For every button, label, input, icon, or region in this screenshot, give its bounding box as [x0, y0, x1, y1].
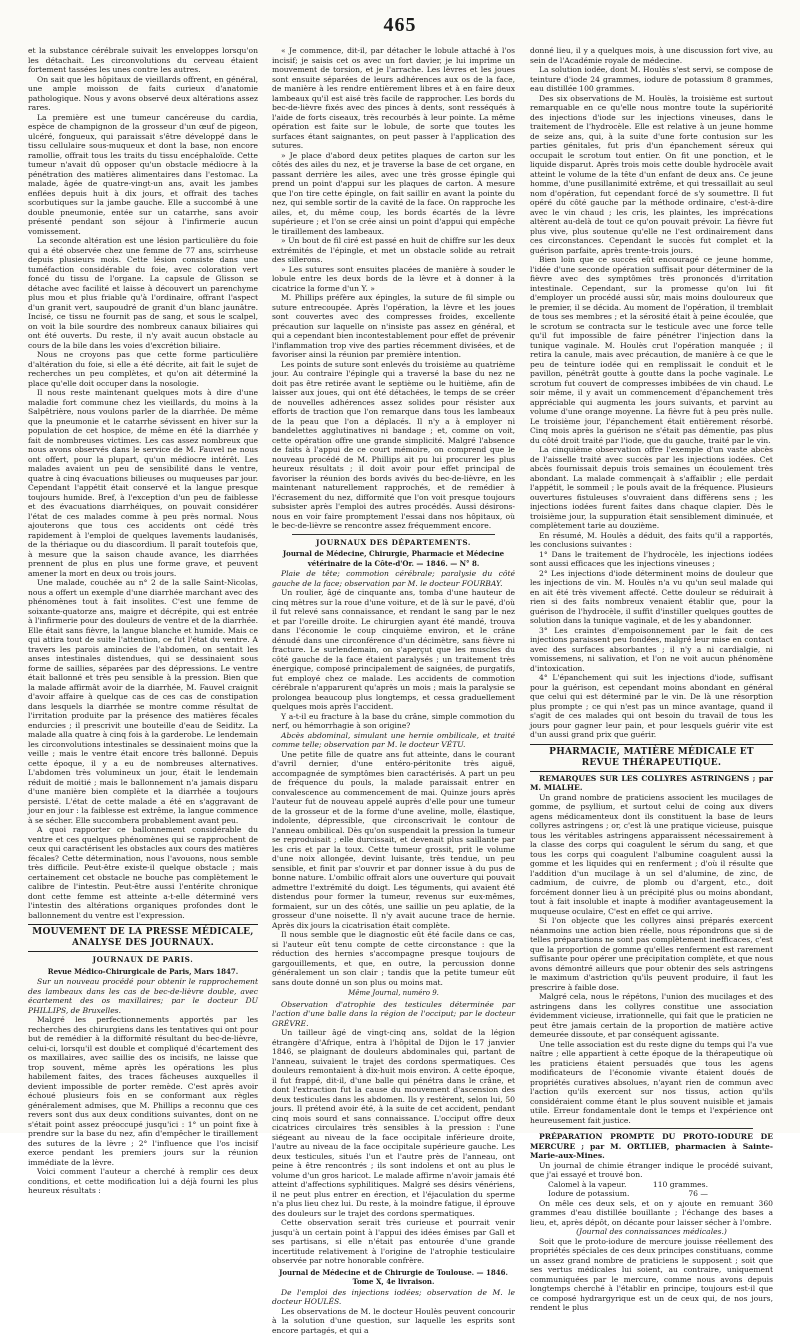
paragraph: 4° L'épanchement qui suit les injections d'iode, suffisant pour la guérison, est cependant moins abondant en général que celui qui est déterminé par le vin. De là une résorption plus prompte ; ce qui n'est pas un mince avantage, quand il s'agit de ces malades qui ont besoin du travail de tous les jours pour gagner leur pain, et pour lesquels guérir vite est d'un aussi grand prix que guérir.: [530, 673, 773, 740]
paragraph: Un roulier, âgé de cinquante ans, tomba d'une hauteur de cinq mètres sur la roue d'une voiture, et de là sur le pavé, d'où il fut relevé sans connaissance, et rendant le sang par le nez et par l'oreille droite. Le chirurgien ayant été mandé, trouva dans l'économie le coup cinquième environ, et le crâne dénudé dans une circonférence d'un décimètre, sans fièvre ni fracture. Le surlendemain, on s'aperçut que les muscles du côté gauche de la face étaient paralysés ; un traitement très énergique, composé principalement de saignées, de purgatifs, fut employé chez ce malade. Les accidents de commotion cérébrale n'apparurent qu'après un mois ; mais la paralysie se prolongea beaucoup plus longtemps, et cessa graduellement quelques mois après l'accident.: [272, 588, 515, 712]
paragraph: Si l'on objecte que les collyres ainsi préparés exercent néanmoins une action bien réelle, nous répondrons que si de telles préparations ne sont pas complètement inefficaces, c'est que la proportion de gomme qu'elles renferment est rarement suffisante pour opérer une précipitation complète, et que nous avons démontré ailleurs que pour obtenir des sels astringens le maximum d'astriction qu'ils peuvent produire, il faut les prescrire à faible dose.: [530, 916, 773, 992]
paragraph: Nous ne croyons pas que cette forme particulière d'altération du foie, si elle a été décrite, ait fait le sujet de recherches un peu complètes, et qu'on ait déterminé la place qu'elle doit occuper dans la nosologie.: [28, 350, 258, 388]
formula-row: Calomel à la vapeur. 110 grammes.: [548, 1180, 708, 1190]
paragraph: Un journal de chimie étranger indique le procédé suivant, que j'ai essayé et trouvé bon.: [530, 1161, 773, 1180]
page-number: 465: [0, 14, 800, 37]
paragraph: La seconde altération est une lésion particulière du foie qui a été observée chez une femme de 77 ans, scirrheuse depuis plusieurs mois. Cette lésion consiste dans une tuméfaction considérable du foie, avec coloration vert foncé du tissu de l'organe. La capsule de Glisson se détache avec facilité et laisse à découvert un parenchyme plus mou et plus friable qu'à l'ordinaire, offrant l'aspect d'un granit vert, saupoudré de granit d'un blanc jaunâtre. Incisé, ce tissu ne fournit pas de sang, et sous le scalpel, on voit la bile sourdre des nombreux canaux biliaires qui ont été ouverts. Du reste, il n'y avait aucun obstacle au cours de la bile dans les voies d'excrétion biliaire.: [28, 236, 258, 350]
paragraph: On mêle ces deux sels, et on y ajoute en remuant 360 grammes d'eau distillée bouillante ; l'échange des bases a lieu, et, après dépôt, on décante pour laisser sécher à l'ombre.: [530, 1199, 773, 1228]
article-title: Plaie de tête; commotion cérébrale; paralysie du côté gauche de la face; observation par M. le docteur FOURBAY.: [272, 569, 515, 588]
divider: [550, 1128, 753, 1129]
paragraph: Il nous reste maintenant quelques mots à dire d'une maladie fort commune chez les vieillards, du moins à la Salpêtrière, nous voulons parler de la diarrhée. De même que la pneumonie et le catarrhe sévissent en hiver sur la population de cet hospice, de même en été la diarrhée y fait de nombreuses victimes. Les cas assez nombreux que nous avons observés dans le service de M. Fauvel ne nous ont offert, pour la plupart, qu'un médiocre intérêt. Les malades avaient un peu de sensibilité dans le ventre, quatre à cinq évacuations bilieuses ou muqueuses par jour. Cependant l'appétit était conservé et la langue presque toujours humide. Bref, à l'exception d'un peu de faiblesse et des évacuations diarrhéiques, on pouvait considérer l'état de ces malades comme à peu près normal. Nous ajouterons que tous ces accidents ont cédé très rapidement à l'emploi de quelques lavements laudanisés, de la thériaque ou du diascordium. Il paraît toutefois que, à mesure que la saison chaude avance, les diarrhées prennent de plus en plus une forme grave, et peuvent amener la mort en deux ou trois jours.: [28, 388, 258, 578]
paragraph: Soit que le proto-iodure de mercure jouisse réellement des propriétés spéciales de ces deux principes constituans, comme un assez grand nombre de praticiens le supposent ; soit que ses vertus médicales lui soient, au contraire, uniquement communiquées par le mercure, comme nous avons depuis longtemps cherché à l'établir en principe, toujours est-il que ce composé hydrargyrique est un de ceux qui, de nos jours, rendent le plus: [530, 1237, 773, 1313]
paragraph: La cinquième observation offre l'exemple d'un vaste abcès de l'aisselle traité avec succès par les injections iodées. Cet abcès fournissait depuis trois semaines un écoulement très abondant. La malade commençait à s'affaiblir ; elle perdait l'appétit, le sommeil ; le pouls avait de la fréquence. Plusieurs ouvertures fistuleuses s'ouvraient dans différens sens ; les injections iodées furent faites dans chaque clapier. Dès le troisième jour, la suppuration était sensiblement diminuée, et complètement tarie au douzième.: [530, 445, 773, 531]
paragraph: Un grand nombre de praticiens associent les mucilages de gomme, de psyllium, et surtout celui de coing aux divers agens médicamenteux dont ils constituent la base de leurs collyres astringens ; or, c'est là une pratique vicieuse, puisque tous les véritables astringens apparaissent nécessairement à la classe des corps qui coagulent le sérum du sang, et que tous les corps qui coagulent l'albumine coagulent aussi la gomme et les liquides qui en renferment ; d'où il résulte que l'addition d'un mucilage à un sel d'alumine, de zinc, de cadmium, de cuivre, de plomb ou d'argent, etc., doit forcément donner lieu à un précipité plus ou moins abondant, tout à fait insoluble et inapte à modifier avantageusement la muqueuse oculaire, C'est en effet ce qui arrive.: [530, 793, 773, 917]
formula: [530, 1180, 773, 1199]
paragraph: Bien loin que ce succès eût encouragé ce jeune homme, l'idée d'une seconde opération suffisait pour déterminer de la fièvre avec des symptômes très prononcés d'irritation intestinale. Cependant, sur la promesse qu'on lui fit d'employer un procédé aussi sûr, mais moins douloureux que le premier, il se décida. Au moment de l'opération, il tremblait de tous ses membres ; et la sérosité était à peine écoulée, que le scrotum se contracta sur le testicule avec une force telle qu'il fut impossible de faire pénétrer l'injection dans la tunique vaginale. M. Houlès crut l'opération manquée ; il retira la canule, mais avec précaution, de manière à ce que le peu de teinture iodée qui en remplissait le conduit et le pavillon, pénétrât goutte à goutte dans la poche vaginale. Le scrotum fut couvert de compresses imbibées de vin chaud. Le soir même, il y avait un commencement d'épanchement très appréciable qui augmenta les jours suivants, et parvint au volume d'une orange moyenne. La fièvre fut à peu près nulle. Le troisième jour, l'épanchement était entièrement résorbé. Cinq mois après la guérison ne s'était pas démentie, pas plus du côté droit traité par l'iode, que du gauche, traité par le vin.: [530, 255, 773, 445]
paragraph: En résumé, M. Houlès a déduit, des faits qu'il a rapportés, les conclusions suivantes :: [530, 531, 773, 550]
subsection-heading: JOURNAUX DE PARIS.: [28, 955, 258, 965]
paragraph: On sait que les hôpitaux de vieillards offrent, en général, une ample moisson de faits curieux d'anatomie pathologique. Nous y avons observé deux altérations assez rares.: [28, 75, 258, 113]
paragraph: A quoi rapporter ce ballonnement considérable du ventre et ces quelques phénomènes qui se rapprochent de ceux qui caractérisent les obstacles aux cours des matières fécales? Cette détermination, nous l'avouons, nous semble très difficile. Peut-être existe-il quelque obstacle ; mais certainement cet obstacle ne bouche pas complètement le calibre de l'intestin. Peut-être aussi l'entérite chronique dont cette femme est atteinte a-t-elle déterminé vers l'intestin des altérations organiques profondes dont le ballonnement du ventre est l'expression.: [28, 825, 258, 920]
paragraph: Les observations de M. le docteur Houlès peuvent concourir à la solution d'une question, sur laquelle les esprits sont encore partagés, et qui a: [272, 1307, 515, 1335]
paragraph: M. Phillips préfère aux épingles, la suture de fil simple ou suture entrecoupée. Après l'opération, la lèvre et les joues sont couvertes avec des compresses froides, excellente précaution sur laquelle on n'insiste pas assez en général, et qui a cependant bien incontestablement pour effet de prévenir l'inflammation trop vive des parties récemment divisées, et de favoriser ainsi la réunion par première intention.: [272, 293, 515, 360]
paragraph: Une petite fille de quatre ans fut atteinte, dans le courant d'avril dernier, d'une entéro-péritonite très aiguë, accompagnée de symptômes bien caractérisés. A part un peu de fréquence du pouls, la malade paraissait entrer en convalescence au commencement de mai. Quinze jours après l'auteur fut de nouveau appelé auprès d'elle pour une tumeur de la grosseur et de la forme d'une aveline, molle, élastique, indolente, dépressible, que circonscrivait le contour de l'anneau ombilical. Dès qu'on suspendait la pression la tumeur se reproduisait ; elle durcissait, et devenait plus saillante par les cris et par la toux. Cette tumeur grossit, prit le volume d'une noix allongée, devint luisante, très tendue, un peu sensible, et finit par s'ouvrir et par donner issue à du pus de bonne nature. L'ombilic offrait alors une ouverture qui pouvait admettre l'extrémité du doigt. Les téguments, qui avaient été distendus pour former la tumeur, revenus sur eux-mêmes, formaient, sur un des côtés, une saillie un peu aplatie, de la grosseur d'une noisette. Il n'y avait aucune trace de hernie. Après dix jours la cicatrisation était complète.: [272, 750, 515, 931]
paragraph: La première est une tumeur cancéreuse du cardia, espèce de champignon de la grosseur d'un œuf de pigeon, ulcéré, fongueux, qui paraissait s'être développé dans le tissu cellulaire sous-muqueux et dont la base, non encore ramollie, offrait tous les traits du tissu encéphaloïde. Cette tumeur n'avait dû opposer qu'un obstacle médiocre à la pénétration des matières alimentaires dans l'estomac. La malade, âgée de quatre-vingt-un ans, avait les jambes enflées depuis huit à dix jours, et offrait des taches scorbutiques sur la jambe gauche. Elle a succombé à une double pneumonie, entée sur un catarrhe, sans avoir présenté pendant son séjour à l'infirmerie aucun vomissement.: [28, 113, 258, 237]
paragraph: La solution iodée, dont M. Houlès s'est servi, se compose de teinture d'iode 24 grammes, iodure de potassium 8 grammes, eau distillée 100 grammes.: [530, 65, 773, 94]
paragraph: Une telle association est du reste digne du temps qui l'a vue naître ; elle appartient à cette époque de la thérapeutique où les praticiens étaient persuadés que tous les agens modificateurs de l'économie vivante étaient doués de propriétés curatives absolues, n'ayant rien de commun avec l'action qu'ils exercent sur nos tissus, action qu'ils considéraient comme étant le plus souvent nuisible et jamais utile. Erreur fondamentale dont le temps et l'expérience ont heureusement fait justice.: [530, 1040, 773, 1126]
paragraph: Cette observation serait très curieuse et pourrait venir jusqu'à un certain point à l'appui des idées émises par Gall et ses partisans, si elle n'était pas entourée d'une grande incertitude relativement à l'origine de l'atrophie testiculaire observée par notre honorable confrère.: [272, 1218, 515, 1266]
journal-title: Même Journal, numéro 9.: [272, 989, 515, 999]
paragraph: » Un bout de fil ciré est passé en huit de chiffre sur les deux extrémités de l'épingle, et met un obstacle solide au retrait des sillerons.: [272, 236, 515, 265]
column-2: [272, 46, 515, 1335]
article-title: PRÉPARATION PROMPTE DU PROTO-IODURE DE MERCURE ; par M. ORTLIEB, pharmacien à Sainte-Marie-aux-Mines.: [530, 1132, 773, 1161]
paragraph: donné lieu, il y a quelques mois, à une discussion fort vive, au sein de l'Académie royale de médecine.: [530, 46, 773, 65]
column-1: [28, 46, 258, 1196]
article-title: Observation d'atrophie des testicules déterminée par l'action d'une balle dans la région de l'occiput; par le docteur GRÈVRE.: [272, 1000, 515, 1029]
paragraph: et la substance cérébrale suivait les enveloppes lorsqu'on les détachait. Les circonvolutions du cerveau étaient fortement tassées les unes contre les autres.: [28, 46, 258, 75]
column-3: [530, 46, 773, 1313]
article-title: Sur un nouveau procédé pour obtenir le rapprochement des lambeaux dans les cas de bec-de-lièvre double, avec écartement des os maxillaires; par le docteur DU PHILLIPS, de Bruxelles.: [28, 977, 258, 1015]
journal-title: Journal de Médecine, Chirurgie, Pharmacie et Médecine vétérinaire de la Côte-d'Or. — 1846. — N° 8.: [272, 549, 515, 568]
paragraph: Un tailleur âgé de vingt-cinq ans, soldat de la légion étrangère d'Afrique, entra à l'hôpital de Dijon le 17 janvier 1846, se plaignant de douleurs abdominales qui, partant de l'anneau, suivaient le trajet des cordons spermatiques. Ces douleurs remontaient à dix-huit mois environ. A cette époque, il fut frappé, dit-il, d'une balle qui pénétra dans le crâne, et dont l'extraction fut la cause du mouvement d'ascension des deux testicules dans les abdomen. Ils y restèrent, selon lui, 50 jours. Il prétend avoir été, à la suite de cet accident, pendant cinq mois sourd et sans connaissance. L'occiput offre deux cicatrices circulaires très sensibles à la pression : l'une siégeant au niveau de la face occipitale inférieure droite, l'autre au niveau de la face occipitale supérieure gauche. Les deux testicules, situés l'un et l'autre près de l'anneau, ont peine à être rencontrés ; ils sont indolens et ont au plus le volume d'un gros haricot. Le malade affirme n'avoir jamais été atteint d'affections syphilitiques. Malgré ses désirs vénériens, il ne peut plus entrer en érection, et l'éjaculation du sperme n'a plus lieu chez lui. Du reste, à la moindre fatigue, il éprouve des douleurs sur le trajet des cordons spermatiques.: [272, 1028, 515, 1218]
journal-title: Revue Médico-Chirurgicale de Paris, Mars 1847.: [28, 967, 258, 977]
paragraph: Malgré les perfectionnements apportés par les recherches des chirurgiens dans les tentatives qui ont pour but de remédier à la difformité résultant du bec-de-lièvre, celui-ci, lorsqu'il est double et compliqué d'écartement des os maxillaires, avec saillie des os incisifs, ne laisse que trop souvent, même après les opérations les plus habilement faites, des traces fâcheuses auxquelles il devient impossible de porter remède. C'est après avoir échoué plusieurs fois en se conformant aux règles généralement admises, que M. Phillips a reconnu que ces revers sont dus aux deux conditions suivantes, dont on ne s'était point assez préoccupé jusqu'ici : 1° un point fixe à prendre sur la base du nez, afin d'empêcher le tiraillement des sutures de la lèvre ; 2° l'influence que l'os incisif exerce pendant les premiers jours sur la réunion immédiate de la lèvre.: [28, 1015, 258, 1167]
paragraph: Voici comment l'auteur a cherché à remplir ces deux conditions, et cette modification lui a déjà fourni les plus heureux résultats :: [28, 1167, 258, 1196]
divider: [292, 534, 495, 535]
article-title: Abcès abdominal, simulant une hernie ombilicale, et traité comme telle; observation par M. le docteur VÉTU.: [272, 731, 515, 750]
paragraph: Il nous semble que le diagnostic eût été facile dans ce cas, si l'auteur eût tenu compte de cette circonstance : que la réduction des hernies s'accompagne presque toujours de gargouillements, et que, en outre, la percussion donne généralement un son clair ; tandis que la petite tumeur eût sans doute donné un son plus ou moins mat.: [272, 930, 515, 987]
subsection-heading: JOURNAUX DES DÉPARTEMENTS.: [272, 538, 515, 548]
paragraph: Une malade, couchée au n° 2 de la salle Saint-Nicolas, nous a offert un exemple d'une diarrhée marchant avec des phénomènes tout à fait insolites. C'est une femme de soixante-quatorze ans, maigre et décrépite, qui est entrée à l'infirmerie pour des douleurs de ventre et de la diarrhée. Elle était sans fièvre, la langue blanche et humide. Mais ce qui attira tout de suite l'attention, ce fut l'état du ventre. A travers les parois amincies de l'abdomen, on sentait les anses intestinales distendues, qui se dessinaient sous forme de saillies, séparées par des dépressions. Le ventre était ballonné et très peu sensible à la pression. Bien que la malade affirmât avoir de la diarrhée, M. Fauvel craignit d'avoir affaire à quelque cas de ces cas de constipation dans lesquels la diarrhée se montre comme résultat de l'irritation produite par la présence des matières fécales endurcies ; il prescrivit une bouteille d'eau de Seiditz. La malade alla quatre à cinq fois à la garderobe. Le lendemain les circonvolutions intestinales se dessinaient moins que la veille ; mais le ventre était encore très ballonné. Depuis cette époque, il y a eu de nombreuses alternatives. L'abdomen très volumineux un jour, était le lendemain réduit de moitié ; mais le ballonnement n'a jamais disparu d'une manière bien complète et la diarrhée a toujours persisté. L'état de cette malade a été en s'aggravant de jour en jour : la faiblesse est extrême, la langue commence à se sécher. Elle succombera probablement avant peu.: [28, 578, 258, 825]
formula-row: Iodure de potassium. 76 —: [548, 1189, 708, 1199]
paragraph: » Les sutures sont ensuites placées de manière à souder le lobule entre les deux bords de la lèvre et à donner à la cicatrice la forme d'un Y. »: [272, 265, 515, 294]
paragraph: « Je commence, dit-il, par détacher le lobule attaché à l'os incisif; je saisis cet os avec un fort davier, je lui imprime un mouvement de torsion, et je l'arrache. Les lèvres et les joues sont ensuite séparées de leurs adhérences aux os de la face, de manière à les rendre entièrement libres et à en faire deux lambeaux qu'il est aisé très facile de rapprocher. Les bords du bec-de-lièvre fixés avec des pinces à dents, sont resséqués à l'aide de forts ciseaux, très recourbés à leur pointe. La même opération est faite sur le lobule, de sorte que toutes les surfaces étant saignantes, on peut passer à l'application des sutures.: [272, 46, 515, 151]
paragraph: Les points de suture sont enlevés du troisième au quatrième jour. Au contraire l'épingle qui a traversé la base du nez ne doit pas être retirée avant le septième ou le huitième, afin de laisser aux joues, qui ont été détachées, le temps de se créer de nouvelles adhérences assez solides pour résister aux efforts de traction que l'on remarque dans tous les lambeaux de la peau que l'on a déplacés. Il n'y a à employer ni bandelettes agglutinatives ni bandage ; et, comme on voit, cette opération offre une grande simplicité. Malgré l'absence de faits à l'appui de ce court mémoire, on comprend que le nouveau procédé de M. Phillips ait pu lui procurer les plus heureux résultats ; il doit avoir pour effet principal de favoriser la réunion des bords avivés du bec-de-lièvre, en les maintenant naturellement rapprochés, et de remédier à l'écrasement du nez, difformité que l'on voit presque toujours subsister après l'emploi des autres procédés. Aussi désirons-nous en voir faire promptement l'essai dans nos hôpitaux, où le bec-de-lièvre se rencontre assez fréquemment encore.: [272, 360, 515, 531]
paragraph: Des six observations de M. Houlès, la troisième est surtout remarquable en ce qu'elle nous montre toute la supériorité des injections d'iode sur les injections vineuses, dans le traitement de l'hydrocèle. Elle est relative à un jeune homme de seize ans, qui, à la suite d'une forte contusion sur les parties génitales, fut pris d'un épanchement séreux qui occupait le scrotum tout entier. On fit une ponction, et le liquide disparut. Après trois mois cette double hydrocèle avait atteint le volume de la tête d'un enfant de deux ans. Ce jeune homme, d'une pusillanimité extrême, et qui tressaillait au seul nom d'opération, fut cependant forcé de s'y soumettre. Il fut opéré du côté gauche par la méthode ordinaire, c'est-à-dire avec le vin chaud ; les cris, les plaintes, les imprécations altèrent au-delà de tout ce qu'on pouvait prévoir. La fièvre fut plus vive, plus soutenue qu'elle ne l'est ordinairement dans ces circonstances. Cependant le succès fut complet et la guérison parfaite, après trente-trois jours.: [530, 94, 773, 256]
paragraph: » Je place d'abord deux petites plaques de carton sur les côtés des ailes du nez, et je traverse la base de cet organe, en passant derrière les ailes, avec une très grosse épingle qui prend un point d'appui sur les plaques de carton. A mesure que l'on tire cette épingle, on fait saillir en avant la pointe du nez, qui semble sortir de la cavité de la face. On rapproche les ailes, et, du même coup, les bords écartés de la lèvre supérieure ; et l'on se crée ainsi un point d'appui qui empêche le tiraillement des lambeaux.: [272, 151, 515, 237]
source-citation: (Journal des connaissances médicales.): [530, 1227, 773, 1237]
article-title: De l'emploi des injections iodées; observation de M. le docteur HOULÈS.: [272, 1288, 515, 1307]
journal-title: Journal de Médecine et de Chirurgie de Toulouse. — 1846. Tome X, 4e livraison.: [272, 1268, 515, 1287]
paragraph: Malgré cela, nous le répétons, l'union des mucilages et des astringens dans les collyres constitue une association évidemment vicieuse, irrationnelle, qui fait que le praticien ne peut être jamais certain de la proportion de matière active demeurée dissoute, et par conséquent agissante.: [530, 992, 773, 1040]
section-heading: MOUVEMENT DE LA PRESSE MÉDICALE, ANALYSE DES JOURNAUX.: [28, 924, 258, 952]
paragraph: 2° Les injections d'iode déterminent moins de douleur que les injections de vin. M. Houlès n'a vu qu'un seul malade qui en ait été très vivement affecté. Cette douleur se réduirait à rien si des faits nombreux venaient établir que, pour la guérison de l'hydrocèle, il suffit d'instiller quelques gouttes de solution dans la tunique vaginale, et de les y abandonner.: [530, 569, 773, 626]
paragraph: 1° Dans le traitement de l'hydrocèle, les injections iodées sont aussi efficaces que les injections vineuses ;: [530, 550, 773, 569]
section-heading: PHARMACIE, MATIÈRE MÉDICALE ET REVUE THÉRAPEUTIQUE.: [530, 744, 773, 772]
paragraph: 3° Les craintes d'empoisonnement par le fait de ces injections paraissent peu fondées, malgré leur mise en contact avec des surfaces absorbantes ; il n'y a ni cardialgie, ni vomissemens, ni salivation, et l'on ne voit aucun phénomène d'intoxication.: [530, 626, 773, 674]
article-title: REMARQUES SUR LES COLLYRES ASTRINGENS ; par M. MIALHE.: [530, 774, 773, 793]
paragraph: Y a-t-il eu fracture à la base du crâne, simple commotion du nerf, ou hémorrhagie à son origine?: [272, 712, 515, 731]
